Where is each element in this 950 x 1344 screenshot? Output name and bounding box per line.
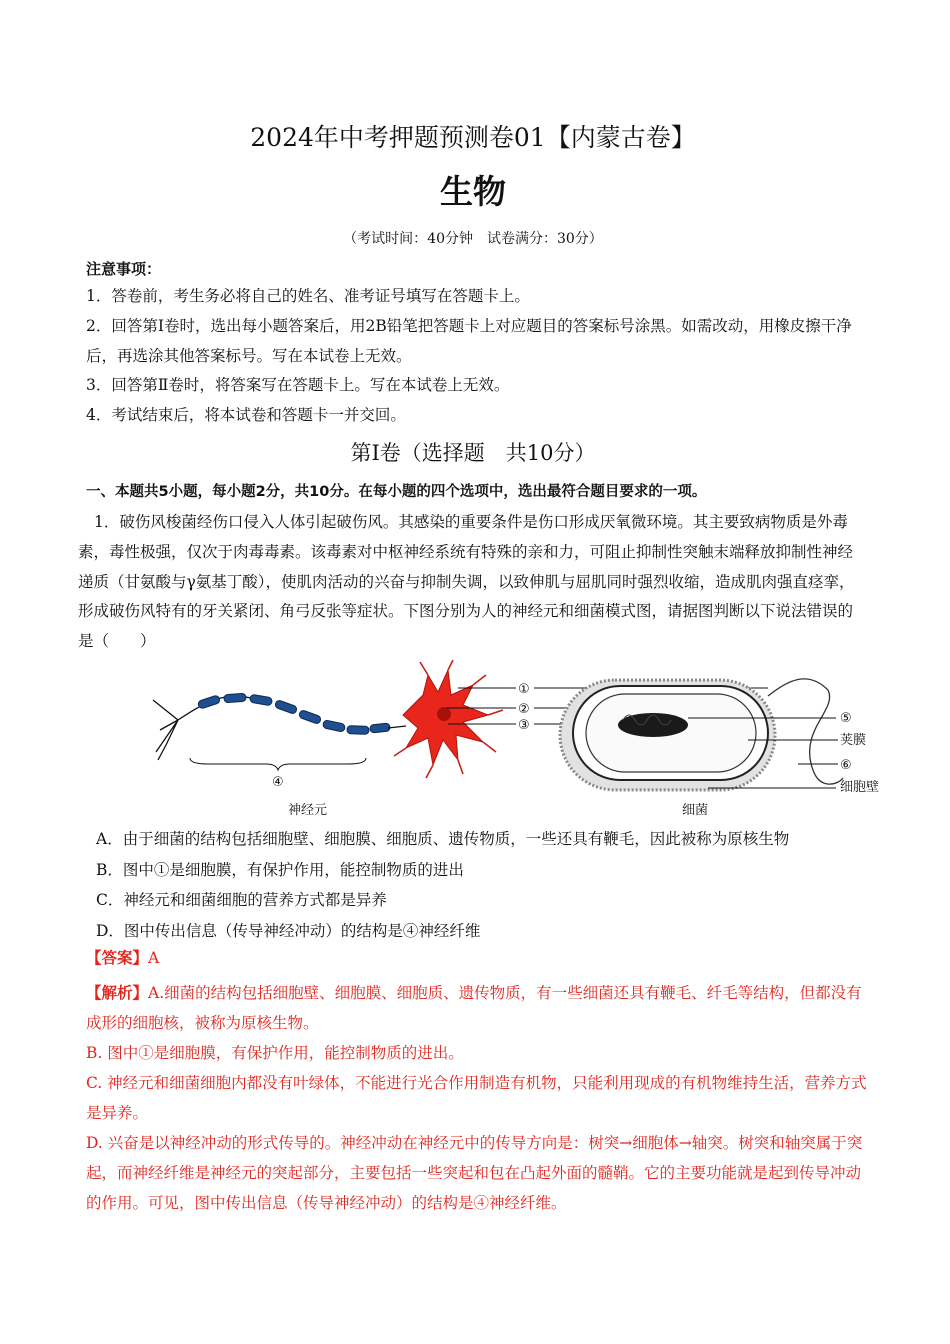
analysis-block xyxy=(86,978,868,1218)
section-description: 一、本题共5小题，每小题2分，共10分。在每小题的四个选项中，选出最符合题目要求的一项。 xyxy=(86,484,707,500)
question-1-stem: 1．破伤风梭菌经伤口侵入人体引起破伤风。其感染的重要条件是伤口形成厌氧微环境。其主要致病物质是外毒素，毒性极强，仅次于肉毒毒素。该毒素对中枢神经系统有特殊的亲和力，可阻止抑制性突触末端释放抑制性神经递质（甘氨酸与γ氨基丁酸），使肌肉活动的兴奋与抑制失调，以致伸肌与屈肌同时强烈收缩，造成肌肉强直痉挛，形成破伤风特有的牙关紧闭、角弓反张等症状。下图分别为人的神经元和细菌模式图，请据图判断以下说法错误的是（ ） xyxy=(78,513,855,651)
capsule-label: 荚膜 xyxy=(840,733,867,748)
answer-line xyxy=(86,946,159,968)
subject-title: 生物 xyxy=(440,172,506,211)
cell-wall-label: 细胞壁 xyxy=(840,780,880,795)
neuron-caption: 神经元 xyxy=(288,803,328,818)
label-2: ② xyxy=(518,702,530,717)
neuron-bacteria-figure xyxy=(148,660,880,820)
axon-myelin xyxy=(197,693,390,734)
axon-brace xyxy=(190,758,366,770)
option-c[interactable]: C．神经元和细菌细胞的营养方式都是异养 xyxy=(96,891,387,909)
label-1: ① xyxy=(518,682,530,697)
note-item-4: 4．考试结束后，将本试卷和答题卡一并交回。 xyxy=(86,406,406,424)
analysis-a: A.细菌的结构包括细胞壁、细胞膜、细胞质、遗传物质，有一些细菌还具有鞭毛、纤毛等结构，但都没有成形的细胞核，被称为原核生物。 xyxy=(86,984,862,1032)
section-title: 第Ⅰ卷（选择题 共10分） xyxy=(350,441,596,465)
exam-title: 2024年中考押题预测卷01【内蒙古卷】 xyxy=(250,123,696,152)
label-6: ⑥ xyxy=(840,758,852,773)
label-3: ③ xyxy=(518,718,530,733)
neuron-cell-body xyxy=(394,660,503,778)
analysis-c: C. 神经元和细菌细胞内都没有叶绿体，不能进行光合作用制造有机物，只能利用现成的有机物维持生活，营养方式是异养。 xyxy=(86,1074,867,1122)
option-b[interactable]: B．图中①是细胞膜，有保护作用，能控制物质的进出 xyxy=(96,860,464,879)
option-a[interactable]: A．由于细菌的结构包括细胞壁、细胞膜、细胞质、遗传物质，一些还具有鞭毛，因此被称为原核生物 xyxy=(96,830,790,848)
answer-label: 【答案】 xyxy=(86,949,149,967)
note-item-2: 2．回答第Ⅰ卷时，选出每小题答案后，用2B铅笔把答题卡上对应题目的答案标号涂黑。如需改动，用橡皮擦干净后，再选涂其他答案标号。写在本试卷上无效。 xyxy=(86,317,852,365)
question-1-options xyxy=(96,824,866,946)
answer-value: A xyxy=(148,949,160,967)
bacteria-caption: 细菌 xyxy=(682,803,709,818)
analysis-label: 【解析】 xyxy=(86,984,149,1002)
flagellum xyxy=(768,679,843,784)
exam-meta: （考试时间：40分钟 试卷满分：30分） xyxy=(343,231,603,247)
label-4: ④ xyxy=(272,775,284,790)
analysis-b: B. 图中①是细胞膜，有保护作用，能控制物质的进出。 xyxy=(86,1044,464,1062)
note-item-1: 1．答卷前，考生务必将自己的姓名、准考证号填写在答题卡上。 xyxy=(86,287,530,305)
bacterium-diagram xyxy=(560,679,843,790)
label-5: ⑤ xyxy=(840,711,852,726)
note-item-3: 3．回答第Ⅱ卷时，将答案写在答题卡上。写在本试卷上无效。 xyxy=(86,376,510,394)
analysis-d: D. 兴奋是以神经冲动的形式传导的。神经冲动在神经元中的传导方向是：树突→细胞体→轴突。树突和轴突属于突起，而神经纤维是神经元的突起部分，主要包括一些突起和包在凸起外面的髓鞘。它的主要功能就是起到传导冲动的作用。可见，图中传出信息（传导神经冲动）的结构是④神经纤维。 xyxy=(86,1134,863,1212)
option-d[interactable]: D．图中传出信息（传导神经冲动）的结构是④神经纤维 xyxy=(96,921,481,940)
notes-heading: 注意事项： xyxy=(86,260,162,278)
